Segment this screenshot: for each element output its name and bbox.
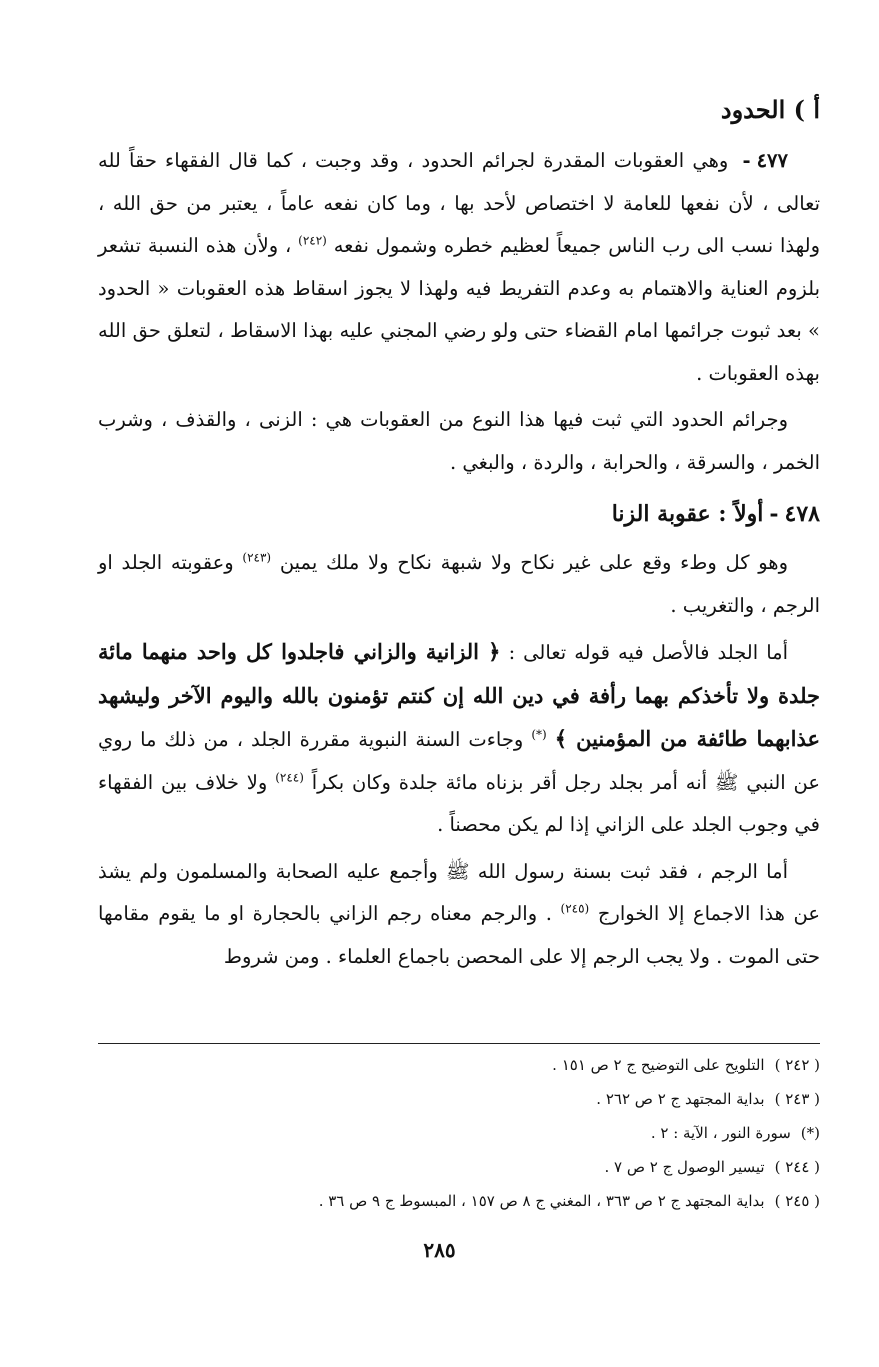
paragraph-477 bbox=[98, 140, 820, 395]
footnote-ref-245: (٢٤٥) bbox=[560, 901, 590, 916]
paragraph-text: وجاءت السنة النبوية مقررة الجلد ، من ذلك ما روي عن النبي ﷺ أنه أمر بجلد رجل أقر بزناه مائة جلدة وكان بكراً bbox=[98, 728, 821, 794]
paragraph-text-continued: ، ولأن هذه النسبة تشعر بلزوم العناية والاهتمام به وعدم التفريط فيه ولهذا لا يجوز اسقاط هذه العقوبات « الحدود » بعد ثبوت جرائمها امام القضاء حتى ولو رضي المجني عليه بهذا الاسقاط ، لتعلق حق الله بهذه العقوبات . bbox=[98, 234, 820, 385]
paragraph-text: أما الرجم ، فقد ثبت بسنة رسول الله ﷺ وأجمع عليه الصحابة والمسلمون ولم يشذ عن هذا الاجماع إلا الخوارج bbox=[98, 859, 820, 925]
footnote-divider bbox=[98, 1043, 820, 1044]
paragraph-flogging bbox=[98, 631, 820, 847]
subheading-dash: - bbox=[769, 501, 779, 527]
paragraph-text-continued: وعقوبته الجلد او الرجم ، والتغريب . bbox=[98, 551, 820, 617]
footnotes bbox=[98, 1043, 820, 1218]
footnote-mark: ( ٢٤٥ ) bbox=[774, 1192, 820, 1210]
footnote-text: بداية المجتهد ج ٢ ص ٢٦٢ . bbox=[596, 1090, 765, 1108]
paragraph-hudud-crimes: وجرائم الحدود التي ثبت فيها هذا النوع من العقوبات هي : الزنى ، والقذف ، وشرب الخمر ، والسرقة ، والحرابة ، والردة ، والبغي . bbox=[98, 408, 820, 474]
footnote-item bbox=[98, 1048, 820, 1082]
footnote-ref-244: (٢٤٤) bbox=[275, 770, 304, 784]
paragraph-text-continued: ولا خلاف بين الفقهاء في وجوب الجلد على الزاني إذا لم يكن محصناً . bbox=[98, 770, 820, 836]
paragraph-text: وهي العقوبات المقدرة لجرائم الحدود ، وقد وجبت ، كما قال الفقهاء حقاً لله تعالى ، لأن نفعها للعامة لا اختصاص لأحد بها ، وما كان نفعه عاماً ، يعتبر من حق الله ، ولهذا نسب الى رب الناس جميعاً لعظيم خطره وشمول نفعه bbox=[98, 149, 820, 257]
paragraph-text: وهو كل وطء وقع على غير نكاح ولا شبهة نكاح ولا ملك يمين bbox=[279, 551, 789, 574]
footnote-ref-star: (*) bbox=[531, 727, 547, 742]
footnote-text: التلويح على التوضيح ج ٢ ص ١٥١ . bbox=[552, 1056, 765, 1074]
paragraph-dash: - bbox=[742, 149, 751, 172]
paragraph-text-continued: . والرجم معناه رجم الزاني بالحجارة او ما يقوم مقامها حتى الموت . ولا يجب الرجم إلا على المحصن باجماع العلماء . ومن شروط bbox=[98, 902, 820, 968]
section-heading: أ ) الحدود bbox=[720, 95, 820, 124]
footnote-text: تيسير الوصول ج ٢ ص ٧ . bbox=[604, 1158, 765, 1176]
footnote-text: سورة النور ، الآية : ٢ . bbox=[650, 1124, 791, 1142]
paragraph-intro: أما الجلد فالأصل فيه قوله تعالى : bbox=[508, 641, 789, 664]
quran-verse: ﴿ الزانية والزاني فاجلدوا كل واحد منهما مائة جلدة ولا تأخذكم بهما رأفة في دين الله إن كنتم تؤمنون بالله واليوم الآخر وليشهد عذابهما طائفة من المؤمنين ﴾ bbox=[98, 639, 820, 751]
footnote-item bbox=[98, 1184, 820, 1218]
subheading-number: ٤٧٨ bbox=[784, 501, 820, 527]
page-number: ٢٨٥ bbox=[423, 1238, 456, 1262]
paragraph-number: ٤٧٧ bbox=[756, 149, 788, 172]
footnote-ref-242: (٢٤٢) bbox=[298, 233, 327, 248]
footnote-text: بداية المجتهد ج ٢ ص ٣٦٣ ، المغني ج ٨ ص ١٥٧ ، المبسوط ج ٩ ص ٣٦ . bbox=[318, 1192, 765, 1210]
main-text bbox=[98, 88, 820, 982]
footnote-mark: ( ٢٤٤ ) bbox=[774, 1158, 820, 1176]
footnote-mark: ( ٢٤٣ ) bbox=[774, 1090, 820, 1108]
footnote-item bbox=[98, 1150, 820, 1184]
subheading-title: أولاً : عقوبة الزنا bbox=[611, 501, 764, 527]
subheading-478 bbox=[98, 492, 820, 536]
footnote-mark: (*) bbox=[800, 1124, 820, 1142]
footnote-mark: ( ٢٤٢ ) bbox=[774, 1056, 820, 1074]
paragraph-zina-definition bbox=[98, 542, 820, 627]
footnote-item bbox=[98, 1116, 820, 1150]
footnote-item bbox=[98, 1082, 820, 1116]
footnote-ref-243: (٢٤٣) bbox=[242, 550, 272, 565]
paragraph-stoning bbox=[98, 851, 820, 979]
